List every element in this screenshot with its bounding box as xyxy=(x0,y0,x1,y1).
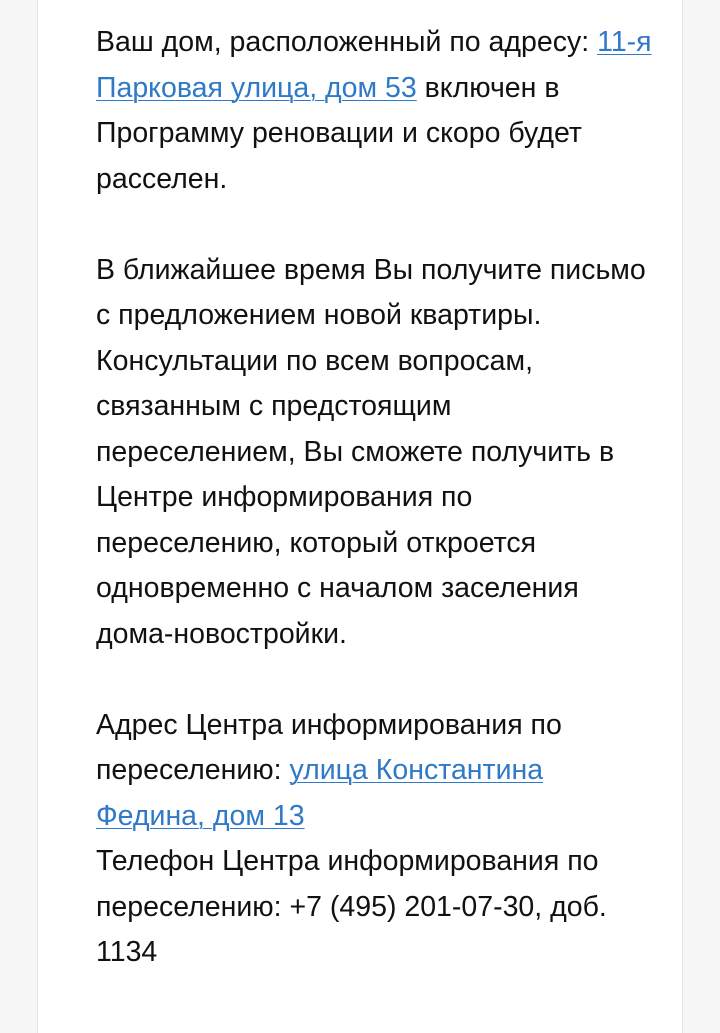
info-center-address-link[interactable]: улица Константина Федина, дом 13 xyxy=(96,754,544,832)
house-address-link[interactable]: 11-я Парковая улица, дом 53 xyxy=(96,26,652,104)
info-center-phone: Телефон Центра информирования по переселению: +7 (495) 201-07-30, доб. 1134 xyxy=(96,845,607,968)
info-center-address-label: Адрес Центра информирования по переселению: xyxy=(96,708,562,786)
consultation-info-paragraph: В ближайшее время Вы получите письмо с предложением новой квартиры. Консультации по всем вопросам, связанным с предстоящим переселением, Вы сможете получить в Центре информирования по переселению, который откроется одновременно с началом заселения дома-новостройки. xyxy=(96,253,646,650)
renovation-notice-paragraph xyxy=(96,20,656,202)
info-center-paragraph xyxy=(96,703,656,976)
email-content xyxy=(96,20,656,976)
email-body-card xyxy=(37,0,683,1033)
paragraph-spacer xyxy=(96,657,656,703)
notice-text-before: Ваш дом, расположенный по адресу: xyxy=(96,26,598,58)
paragraph-spacer xyxy=(96,202,656,248)
notice-text-after: включен в Программу реновации и скоро будет расселен. xyxy=(96,71,582,195)
